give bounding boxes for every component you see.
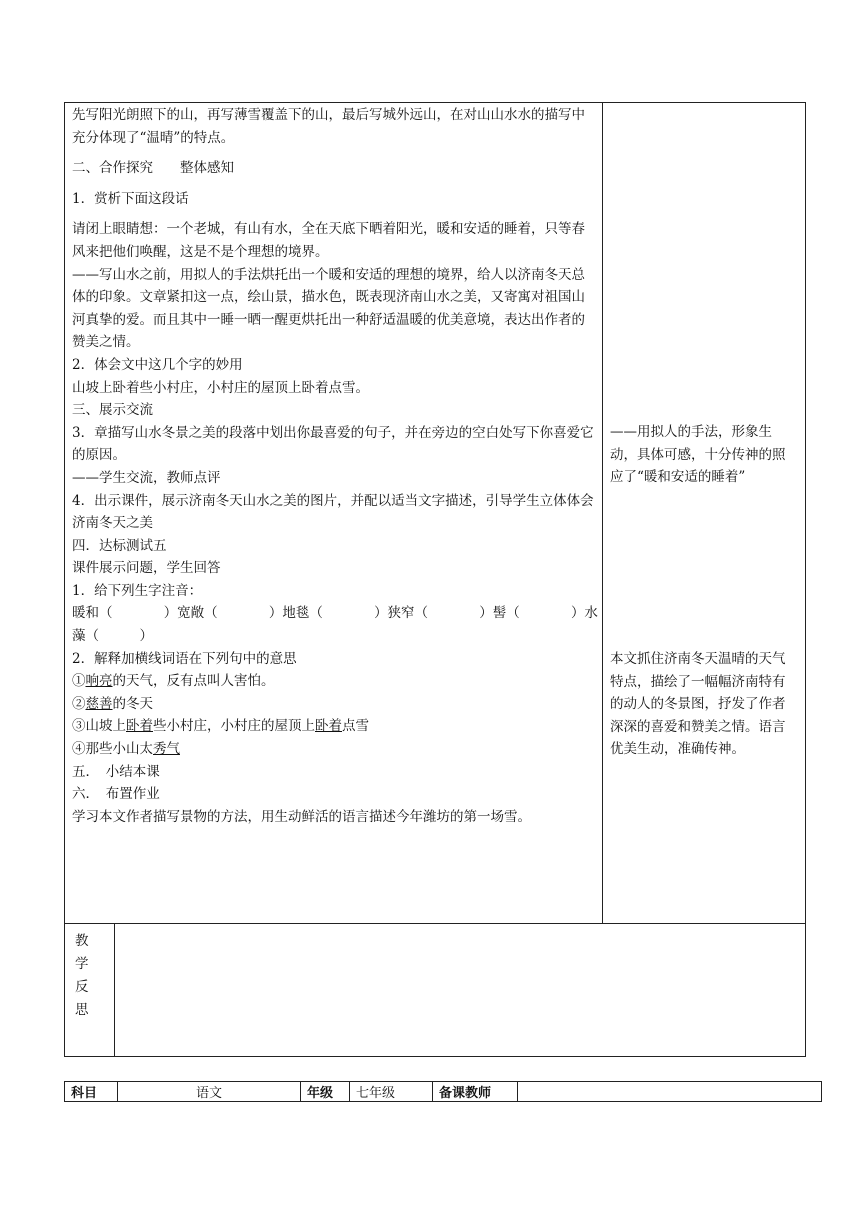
pinyin-word: ）地毯（ [268,605,323,622]
exchange-line: ——学生交流，教师点评 [72,469,221,486]
analysis-paragraph: ——写山水之前，用拟人的手法烘托出一个暖和安适的理想的境界，给人以济南冬天总体的印象。文章紧扣这一点，绘山景，描水色，既表现济南山水之美，又寄寓对祖国山河真挚的爱。而且其中一睡一晒一醒更烘托出一种舒适温暖的优美意境，表达出作者的赞美之情。 [72,266,585,351]
section-heading-5: 五． 小结本课 [72,763,160,780]
item-2: 2．体会文中这几个字的妙用 [72,356,243,373]
reflection-box [64,923,806,1057]
pinyin-word: ）水 [570,605,598,622]
quote-paragraph: 请闭上眼睛想：一个老城，有山有水，全在天底下晒着阳光，暖和安适的睡着，只等春风来把他们唤醒，这是不是个理想的境界。 [72,221,585,260]
margin-note-2: 本文抓住济南冬天温晴的天气特点，描绘了一幅幅济南特有的动人的冬景图，抒发了作者深深的喜爱和赞美之情。语言优美生动，准确传神。 [610,651,786,758]
underlined-word: 秀气 [153,741,180,758]
underlined-word: 卧着 [126,718,153,735]
question-2: 2．解释加横线词语在下列句中的意思 [72,650,297,667]
explain-1: ①响亮的天气，反有点叫人害怕。 [72,673,275,690]
grade-value: 七年级 [350,1082,433,1102]
question-1: 1．给下列生字注音： [72,582,203,599]
subject-label: 科目 [65,1082,118,1102]
homework-line: 学习本文作者描写景物的方法，用生动鲜活的语言描述今年潍坊的第一场雪。 [72,808,531,825]
grade-label: 年级 [301,1082,350,1102]
pinyin-word: ）髻（ [479,605,520,622]
underlined-word: 慈善 [85,695,113,712]
underlined-word: 响亮 [85,673,113,690]
item-1: 1．赏析下面这段话 [72,190,189,207]
margin-note-1: ——用拟人的手法，形象生动，具体可感，十分传神的照应了“暖和安适的睡着” [610,424,786,486]
reflection-label: 教 学 反 思 [65,924,115,1056]
pinyin-word: ）宽敞（ [163,605,218,622]
section-heading-3: 三、展示交流 [72,402,153,419]
intro-paragraph: 先写阳光朗照下的山，再写薄雪覆盖下的山，最后写城外远山，在对山山水水的描写中充分体现了“温晴”的特点。 [72,107,585,146]
underlined-word: 卧着 [315,718,342,735]
pinyin-word: ）狭窄（ [374,605,429,622]
column-divider [602,102,603,924]
teacher-label: 备课教师 [433,1082,518,1102]
example-sentence: 山坡上卧着些小村庄，小村庄的屋顶上卧着点雪。 [72,379,369,396]
item-4: 4．出示课件，展示济南冬天山水之美的图片，并配以适当文字描述，引导学生立体体会济南冬天之美 [72,492,594,532]
pinyin-word: 暖和（ [72,605,113,622]
explain-2: ②慈善的冬天 [72,695,153,712]
lesson-content [72,104,598,828]
subject-value: 语文 [118,1082,301,1102]
pinyin-row [72,602,598,625]
courseware-line: 课件展示问题，学生回答 [72,560,221,577]
info-row-table [64,1081,822,1102]
section-heading-6: 六． 布置作业 [72,786,160,803]
explain-3: ③山坡上卧着些小村庄，小村庄的屋顶上卧着点雪 [72,718,369,735]
section-heading-2: 二、合作探究 整体感知 [72,160,234,177]
teacher-value [518,1082,822,1102]
explain-4: ④那些小山太秀气 [72,741,180,758]
item-3: 3．章描写山水冬景之美的段落中划出你最喜爱的句子，并在旁边的空白处写下你喜爱它的原因。 [72,424,594,464]
pinyin-last: 藻（ ） [72,628,153,645]
section-heading-4: 四．达标测试五 [72,537,167,554]
